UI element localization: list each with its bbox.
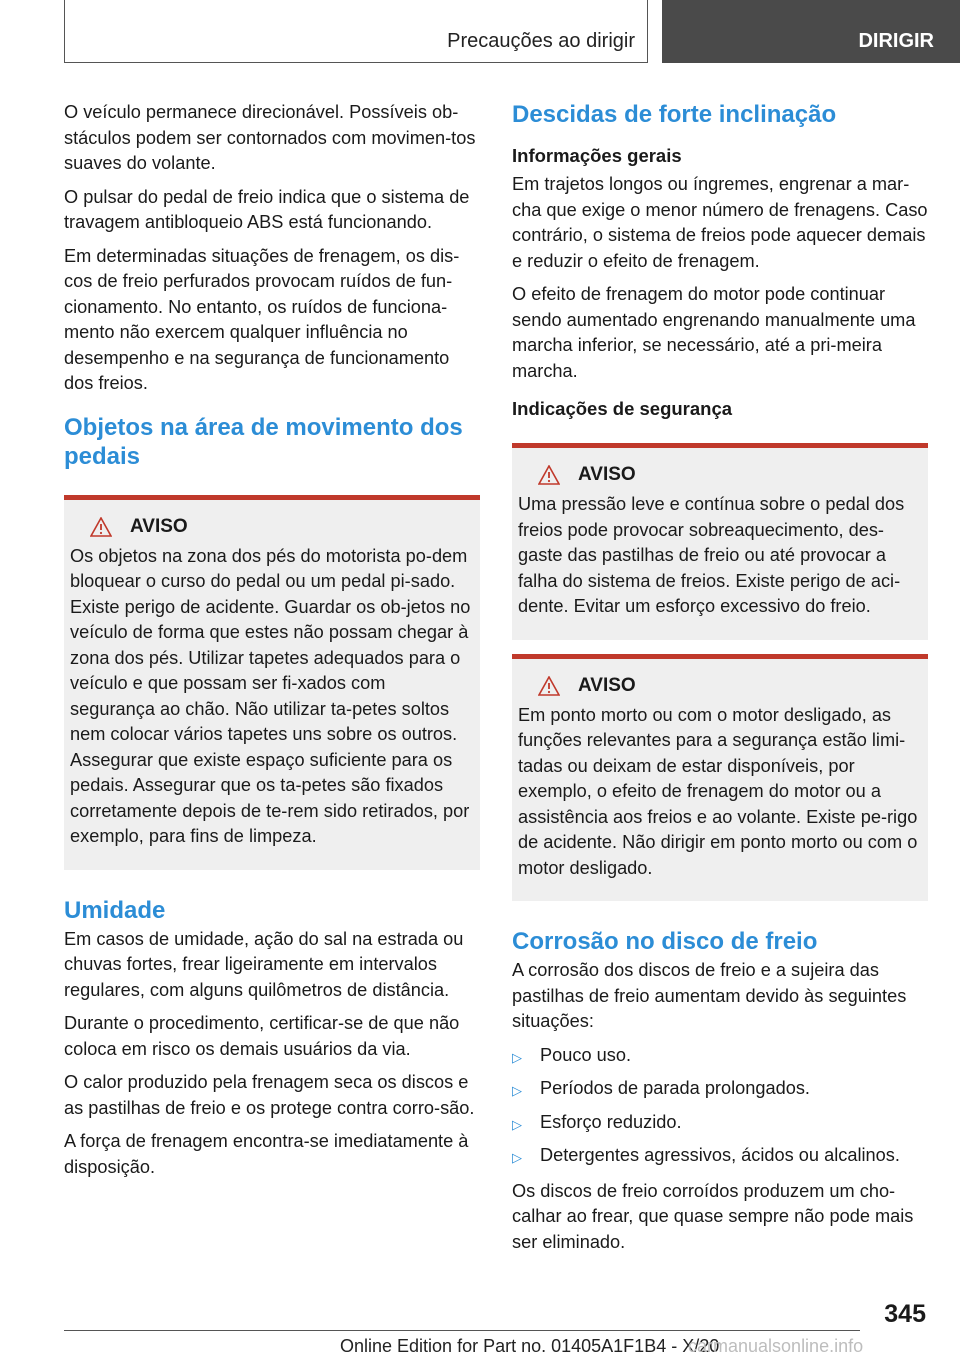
list-item: ▷ Esforço reduzido. bbox=[512, 1110, 928, 1138]
warning-text: Os objetos na zona dos pés do motorista po-dem bloquear o curso do pedal ou um pedal pi-sado. Existe perigo de acidente. Guardar os ob-jetos no veículo de forma que estes não possam chegar à zona dos pés. Utilizar tapetes adequados para o veículo e que possam ser fi-xados com segurança ao chão. Não utilizar ta-petes soltos nem colocar vários tapetes uns sobre os outros. Assegurar que existe espaço suficiente para os pedais. Assegurar que os ta-petes são fixados corretamente depois de te-rem sido retirados, por exemplo, para fins de limpeza. bbox=[70, 545, 471, 846]
warning-box bbox=[512, 654, 928, 902]
section-heading-pedals: Objetos na área de movimento dos pedais bbox=[64, 413, 463, 470]
list-item: ▷ Pouco uso. bbox=[512, 1043, 928, 1071]
header-chapter-box bbox=[662, 0, 960, 63]
warning-triangle-icon bbox=[538, 465, 560, 485]
warning-text: Uma pressão leve e contínua sobre o pedal dos freios pode provocar sobreaquecimento, des-gaste das pastilhas de freio ou até provocar a falha do sistema de freios. Existe perigo de aci-dente. Evitar um esforço excessivo do freio. bbox=[518, 494, 905, 616]
triangle-bullet-icon: ▷ bbox=[512, 1049, 522, 1065]
warning-triangle-icon bbox=[538, 676, 560, 696]
paragraph: O pulsar do pedal de freio indica que o sistema de travagem antibloqueio ABS está funcionando. bbox=[64, 186, 470, 232]
paragraph: A corrosão dos discos de freio e a sujeira das pastilhas de freio aumentam devido às seguintes situações: bbox=[512, 960, 907, 1031]
bullet-list bbox=[512, 1043, 928, 1171]
header-section-title: Precauções ao dirigir bbox=[447, 30, 635, 52]
paragraph: O efeito de frenagem do motor pode continuar sendo aumentado engrenando manualmente uma marcha inferior, se necessário, até a pri-meira marcha. bbox=[512, 284, 916, 381]
paragraph: A força de frenagem encontra-se imediatamente à disposição. bbox=[64, 1131, 469, 1177]
header-chapter-title: DIRIGIR bbox=[858, 30, 934, 52]
paragraph: Em casos de umidade, ação do sal na estrada ou chuvas fortes, frear ligeiramente em intervalos regulares, com alguns quilômetros de distância. bbox=[64, 928, 464, 1000]
footer-edition: Online Edition for Part no. 01405A1F1B4 - X/20 bbox=[340, 1336, 720, 1356]
list-item: ▷ Períodos de parada prolongados. bbox=[512, 1076, 928, 1104]
left-column bbox=[64, 100, 480, 1188]
warning-triangle-icon bbox=[90, 517, 112, 537]
header-section-box bbox=[64, 0, 648, 63]
right-column bbox=[512, 100, 928, 1263]
warning-title: AVISO bbox=[578, 674, 636, 696]
warning-title: AVISO bbox=[578, 464, 636, 485]
list-item: ▷ Detergentes agressivos, ácidos ou alcalinos. bbox=[512, 1143, 928, 1171]
warning-text: Em ponto morto ou com o motor desligado, as funções relevantes para a segurança estão limi-tadas ou deixam de estar disponíveis, por exemplo, o efeito de frenagem do motor ou a assistência aos freios e ao volante. Existe pe-rigo de acidente. Não dirigir em ponto morto ou com o motor desligado. bbox=[518, 704, 918, 878]
warning-box bbox=[512, 443, 928, 640]
paragraph: Em determinadas situações de frenagem, os dis-cos de freio perfurados provocam ruídos de fun-cionamento. No entanto, os ruídos de funciona-mento não exercem qualquer influência no desempenho e na segurança de funcionamento dos freios. bbox=[64, 245, 460, 393]
footer-divider bbox=[64, 1330, 860, 1331]
paragraph: Durante o procedimento, certificar-se de que não coloca em risco os demais usuários da via. bbox=[64, 1013, 460, 1059]
page-number: 345 bbox=[884, 1300, 926, 1328]
paragraph: O calor produzido pela frenagem seca os discos e as pastilhas de freio e os protege contra corro-são. bbox=[64, 1072, 475, 1118]
triangle-bullet-icon: ▷ bbox=[512, 1150, 522, 1165]
triangle-bullet-icon: ▷ bbox=[512, 1116, 522, 1132]
section-heading-corrosion: Corrosão no disco de freio bbox=[512, 928, 818, 955]
warning-title: AVISO bbox=[130, 515, 188, 537]
triangle-bullet-icon: ▷ bbox=[512, 1083, 522, 1098]
paragraph: Os discos de freio corroídos produzem um cho-calhar ao frear, que quase sempre não pode mais ser eliminado. bbox=[512, 1180, 914, 1252]
warning-box bbox=[64, 495, 480, 870]
subheading-safety: Indicações de segurança bbox=[512, 398, 733, 419]
section-heading-humidity: Umidade bbox=[64, 896, 166, 924]
footer-watermark: carmanualsonline.info bbox=[688, 1336, 864, 1356]
paragraph: O veículo permanece direcionável. Possíveis ob-stáculos podem ser contornados com movimen-tos suaves do volante. bbox=[64, 102, 476, 173]
section-heading-descent: Descidas de forte inclinação bbox=[512, 101, 837, 128]
subheading-general: Informações gerais bbox=[512, 145, 682, 166]
paragraph: Em trajetos longos ou íngremes, engrenar a mar-cha que exige o menor número de frenagens. Caso contrário, o sistema de freios pode aquecer demais e reduzir o efeito de frenagem. bbox=[512, 174, 928, 271]
